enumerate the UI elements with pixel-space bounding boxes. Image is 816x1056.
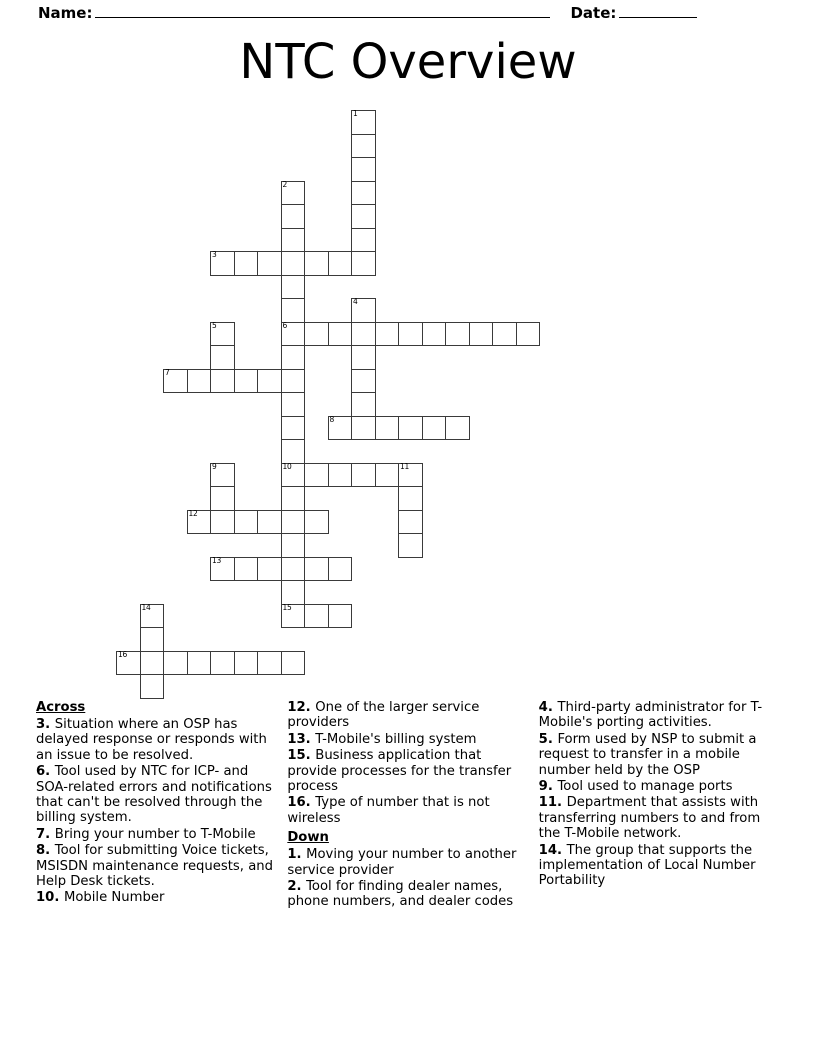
crossword-cell[interactable] [281, 604, 306, 629]
crossword-cell[interactable] [351, 392, 376, 417]
crossword-cell[interactable] [375, 463, 400, 488]
clue-item-across-7 [36, 827, 277, 842]
crossword-cell[interactable] [304, 463, 329, 488]
crossword-cell[interactable] [140, 651, 165, 676]
crossword-cell-number: 8 [329, 414, 334, 424]
crossword-cell[interactable] [398, 416, 423, 441]
crossword-cell[interactable] [210, 345, 235, 370]
crossword-cell[interactable] [257, 251, 282, 276]
crossword-cell[interactable] [422, 322, 447, 347]
crossword-cell[interactable] [398, 533, 423, 558]
across-heading: Across [36, 700, 86, 715]
crossword-cell[interactable] [257, 510, 282, 535]
clue-number: 15. [287, 748, 316, 764]
clue-number: 8. [36, 843, 55, 859]
crossword-cell[interactable] [469, 322, 494, 347]
crossword-cell[interactable] [328, 251, 353, 276]
crossword-cell[interactable] [210, 369, 235, 394]
crossword-cell[interactable] [492, 322, 517, 347]
crossword-cell[interactable] [281, 510, 306, 535]
clue-item-down-9 [539, 779, 780, 794]
crossword-cell-number: 14 [141, 602, 151, 612]
clue-column-2 [287, 700, 528, 950]
clue-text: Situation where an OSP has delayed response or responds with an issue to be resolved. [36, 717, 267, 763]
crossword-cell[interactable] [234, 510, 259, 535]
clue-text: Form used by NSP to submit a request to transfer in a mobile number held by the OSP [538, 731, 757, 778]
clue-number: 6. [36, 764, 55, 780]
crossword-cell[interactable] [351, 228, 376, 253]
crossword-cell[interactable] [328, 416, 353, 441]
crossword-cell[interactable] [187, 369, 212, 394]
crossword-cell[interactable] [281, 463, 306, 488]
crossword-cell[interactable] [351, 251, 376, 276]
crossword-cell[interactable] [281, 251, 306, 276]
crossword-cell[interactable] [445, 322, 470, 347]
crossword-cell[interactable] [281, 228, 306, 253]
crossword-cell[interactable] [351, 181, 376, 206]
crossword-cell[interactable] [304, 322, 329, 347]
crossword-cell[interactable] [210, 557, 235, 582]
crossword-cell-number: 4 [353, 297, 358, 306]
crossword-cell[interactable] [304, 604, 329, 629]
crossword-cell[interactable] [351, 110, 376, 135]
crossword-cell[interactable] [328, 604, 353, 629]
name-label: Name: [38, 4, 93, 22]
clue-text: Department that assists with transferring numbers to and from the T-Mobile network. [538, 795, 761, 842]
crossword-cell-number: 12 [188, 508, 198, 518]
date-label: Date: [570, 4, 617, 22]
crossword-cell[interactable] [351, 463, 376, 488]
clue-text: Tool for finding dealer names, phone numbers, and dealer codes [287, 879, 514, 910]
crossword-cell[interactable] [257, 557, 282, 582]
clue-text: Tool for submitting Voice tickets, MSISDN maintenance requests, and Help Desk tickets. [36, 843, 274, 890]
clue-number: 14. [538, 842, 567, 858]
crossword-cell[interactable] [281, 580, 306, 605]
crossword-cell[interactable] [281, 416, 306, 441]
crossword-cell[interactable] [445, 416, 470, 441]
clue-item-across-16 [287, 795, 528, 826]
crossword-cell[interactable] [398, 463, 423, 488]
clue-item-across-15 [287, 748, 528, 794]
clue-item-across-12 [287, 700, 528, 731]
clue-text: Business application that provide processes for the transfer process [287, 748, 512, 795]
crossword-cell[interactable] [163, 369, 188, 394]
clue-text: Moving your number to another service provider [287, 847, 517, 878]
crossword-cell[interactable] [375, 416, 400, 441]
clue-item-down-1 [287, 847, 528, 878]
crossword-cell[interactable] [281, 181, 306, 206]
clue-item-across-10 [36, 890, 277, 905]
crossword-cell[interactable] [304, 510, 329, 535]
clue-column-3 [539, 700, 780, 950]
crossword-cell[interactable] [281, 439, 306, 464]
page-title: NTC Overview [239, 34, 577, 90]
crossword-cell-number: 1 [353, 109, 358, 118]
crossword-cell[interactable] [398, 322, 423, 347]
crossword-cell[interactable] [234, 651, 259, 676]
crossword-cell[interactable] [281, 651, 306, 676]
clue-number: 9. [538, 779, 558, 795]
clue-number: 12. [287, 700, 316, 715]
crossword-cell[interactable] [281, 275, 306, 300]
crossword-cell[interactable] [140, 674, 165, 699]
crossword-cell[interactable] [234, 251, 259, 276]
crossword-cell[interactable] [281, 533, 306, 558]
crossword-cell[interactable] [351, 322, 376, 347]
crossword-cell[interactable] [140, 604, 165, 629]
crossword-cell[interactable] [328, 463, 353, 488]
clue-text: T-Mobile's billing system [315, 731, 477, 747]
clue-number: 16. [287, 795, 316, 811]
clue-number: 7. [36, 826, 55, 842]
crossword-cell[interactable] [210, 486, 235, 511]
crossword-cell[interactable] [163, 651, 188, 676]
clue-item-across-13 [287, 732, 528, 747]
crossword-cell-number: 5 [212, 320, 217, 330]
crossword-cell[interactable] [281, 322, 306, 347]
clue-number: 2. [287, 879, 307, 895]
clue-number: 1. [287, 847, 307, 863]
crossword-cell[interactable] [281, 345, 306, 370]
crossword-cell[interactable] [351, 416, 376, 441]
crossword-cell[interactable] [187, 651, 212, 676]
crossword-cell-number: 7 [165, 367, 170, 377]
clue-item-down-4 [539, 700, 780, 731]
crossword-cell[interactable] [187, 510, 212, 535]
crossword-cell[interactable] [281, 486, 306, 511]
crossword-cell[interactable] [351, 345, 376, 370]
clue-item-down-11 [539, 795, 780, 841]
crossword-cell[interactable] [375, 322, 400, 347]
clue-text: Type of number that is not wireless [287, 795, 490, 826]
crossword-cell-number: 9 [212, 461, 217, 471]
clue-number: 11. [538, 795, 567, 811]
crossword-cell-number: 2 [282, 179, 287, 189]
crossword-cell[interactable] [234, 369, 259, 394]
crossword-cell-number: 6 [282, 320, 287, 330]
crossword-cell[interactable] [210, 651, 235, 676]
clue-item-across-6 [36, 764, 277, 826]
clue-number: 13. [287, 731, 316, 747]
clue-column-1 [36, 700, 277, 950]
clue-text: Mobile Number [63, 890, 165, 906]
clue-number: 4. [538, 700, 558, 715]
crossword-cell[interactable] [140, 627, 165, 652]
crossword-cell[interactable] [281, 557, 306, 582]
crossword-cell-number: 11 [400, 461, 409, 471]
crossword-cell[interactable] [516, 322, 541, 347]
clue-number: 3. [36, 717, 55, 732]
clue-number: 10. [36, 890, 64, 906]
crossword-cell[interactable] [328, 557, 353, 582]
crossword-cell-number: 3 [212, 250, 217, 259]
crossword-cell[interactable] [422, 416, 447, 441]
crossword-cell[interactable] [210, 463, 235, 488]
clue-item-down-5 [539, 732, 780, 778]
clue-text: Bring your number to T-Mobile [54, 826, 256, 842]
clue-text: Third-party administrator for T-Mobile's porting activities. [538, 700, 763, 731]
clue-text: Tool used by NTC for ICP- and SOA-related errors and notifications that can't be resolved through the billing system. [36, 764, 272, 826]
clue-item-across-3 [36, 717, 277, 763]
clue-item-down-2 [287, 879, 528, 910]
crossword-cell[interactable] [351, 157, 376, 182]
crossword-cell[interactable] [328, 322, 353, 347]
crossword-cell[interactable] [234, 557, 259, 582]
crossword-cell[interactable] [351, 369, 376, 394]
crossword-cell[interactable] [281, 369, 306, 394]
clue-text: Tool used to manage ports [557, 779, 733, 795]
crossword-cell[interactable] [351, 134, 376, 159]
crossword-cell[interactable] [398, 486, 423, 511]
crossword-cell[interactable] [210, 251, 235, 276]
clue-item-across-8 [36, 843, 277, 889]
crossword-cell[interactable] [116, 651, 141, 676]
crossword-cell-number: 15 [282, 602, 292, 612]
down-heading: Down [287, 830, 329, 846]
clue-text: The group that supports the implementation of Local Number Portability [538, 842, 756, 889]
crossword-cell[interactable] [210, 322, 235, 347]
crossword-cell[interactable] [281, 204, 306, 229]
crossword-cell[interactable] [398, 510, 423, 535]
clue-list [0, 700, 816, 950]
crossword-cell-number: 13 [212, 555, 221, 565]
clue-text: One of the larger service providers [287, 700, 480, 731]
crossword-cell[interactable] [351, 204, 376, 229]
crossword-cell[interactable] [257, 651, 282, 676]
crossword-cell[interactable] [281, 392, 306, 417]
crossword-cell-number: 16 [118, 649, 127, 659]
crossword-cell[interactable] [210, 510, 235, 535]
crossword-cell[interactable] [304, 557, 329, 582]
crossword-cell[interactable] [304, 251, 329, 276]
clue-number: 5. [538, 731, 558, 747]
clue-item-down-14 [539, 843, 780, 889]
crossword-cell[interactable] [351, 298, 376, 323]
crossword-cell[interactable] [281, 298, 306, 323]
crossword-cell-number: 10 [282, 461, 292, 471]
crossword-cell[interactable] [257, 369, 282, 394]
